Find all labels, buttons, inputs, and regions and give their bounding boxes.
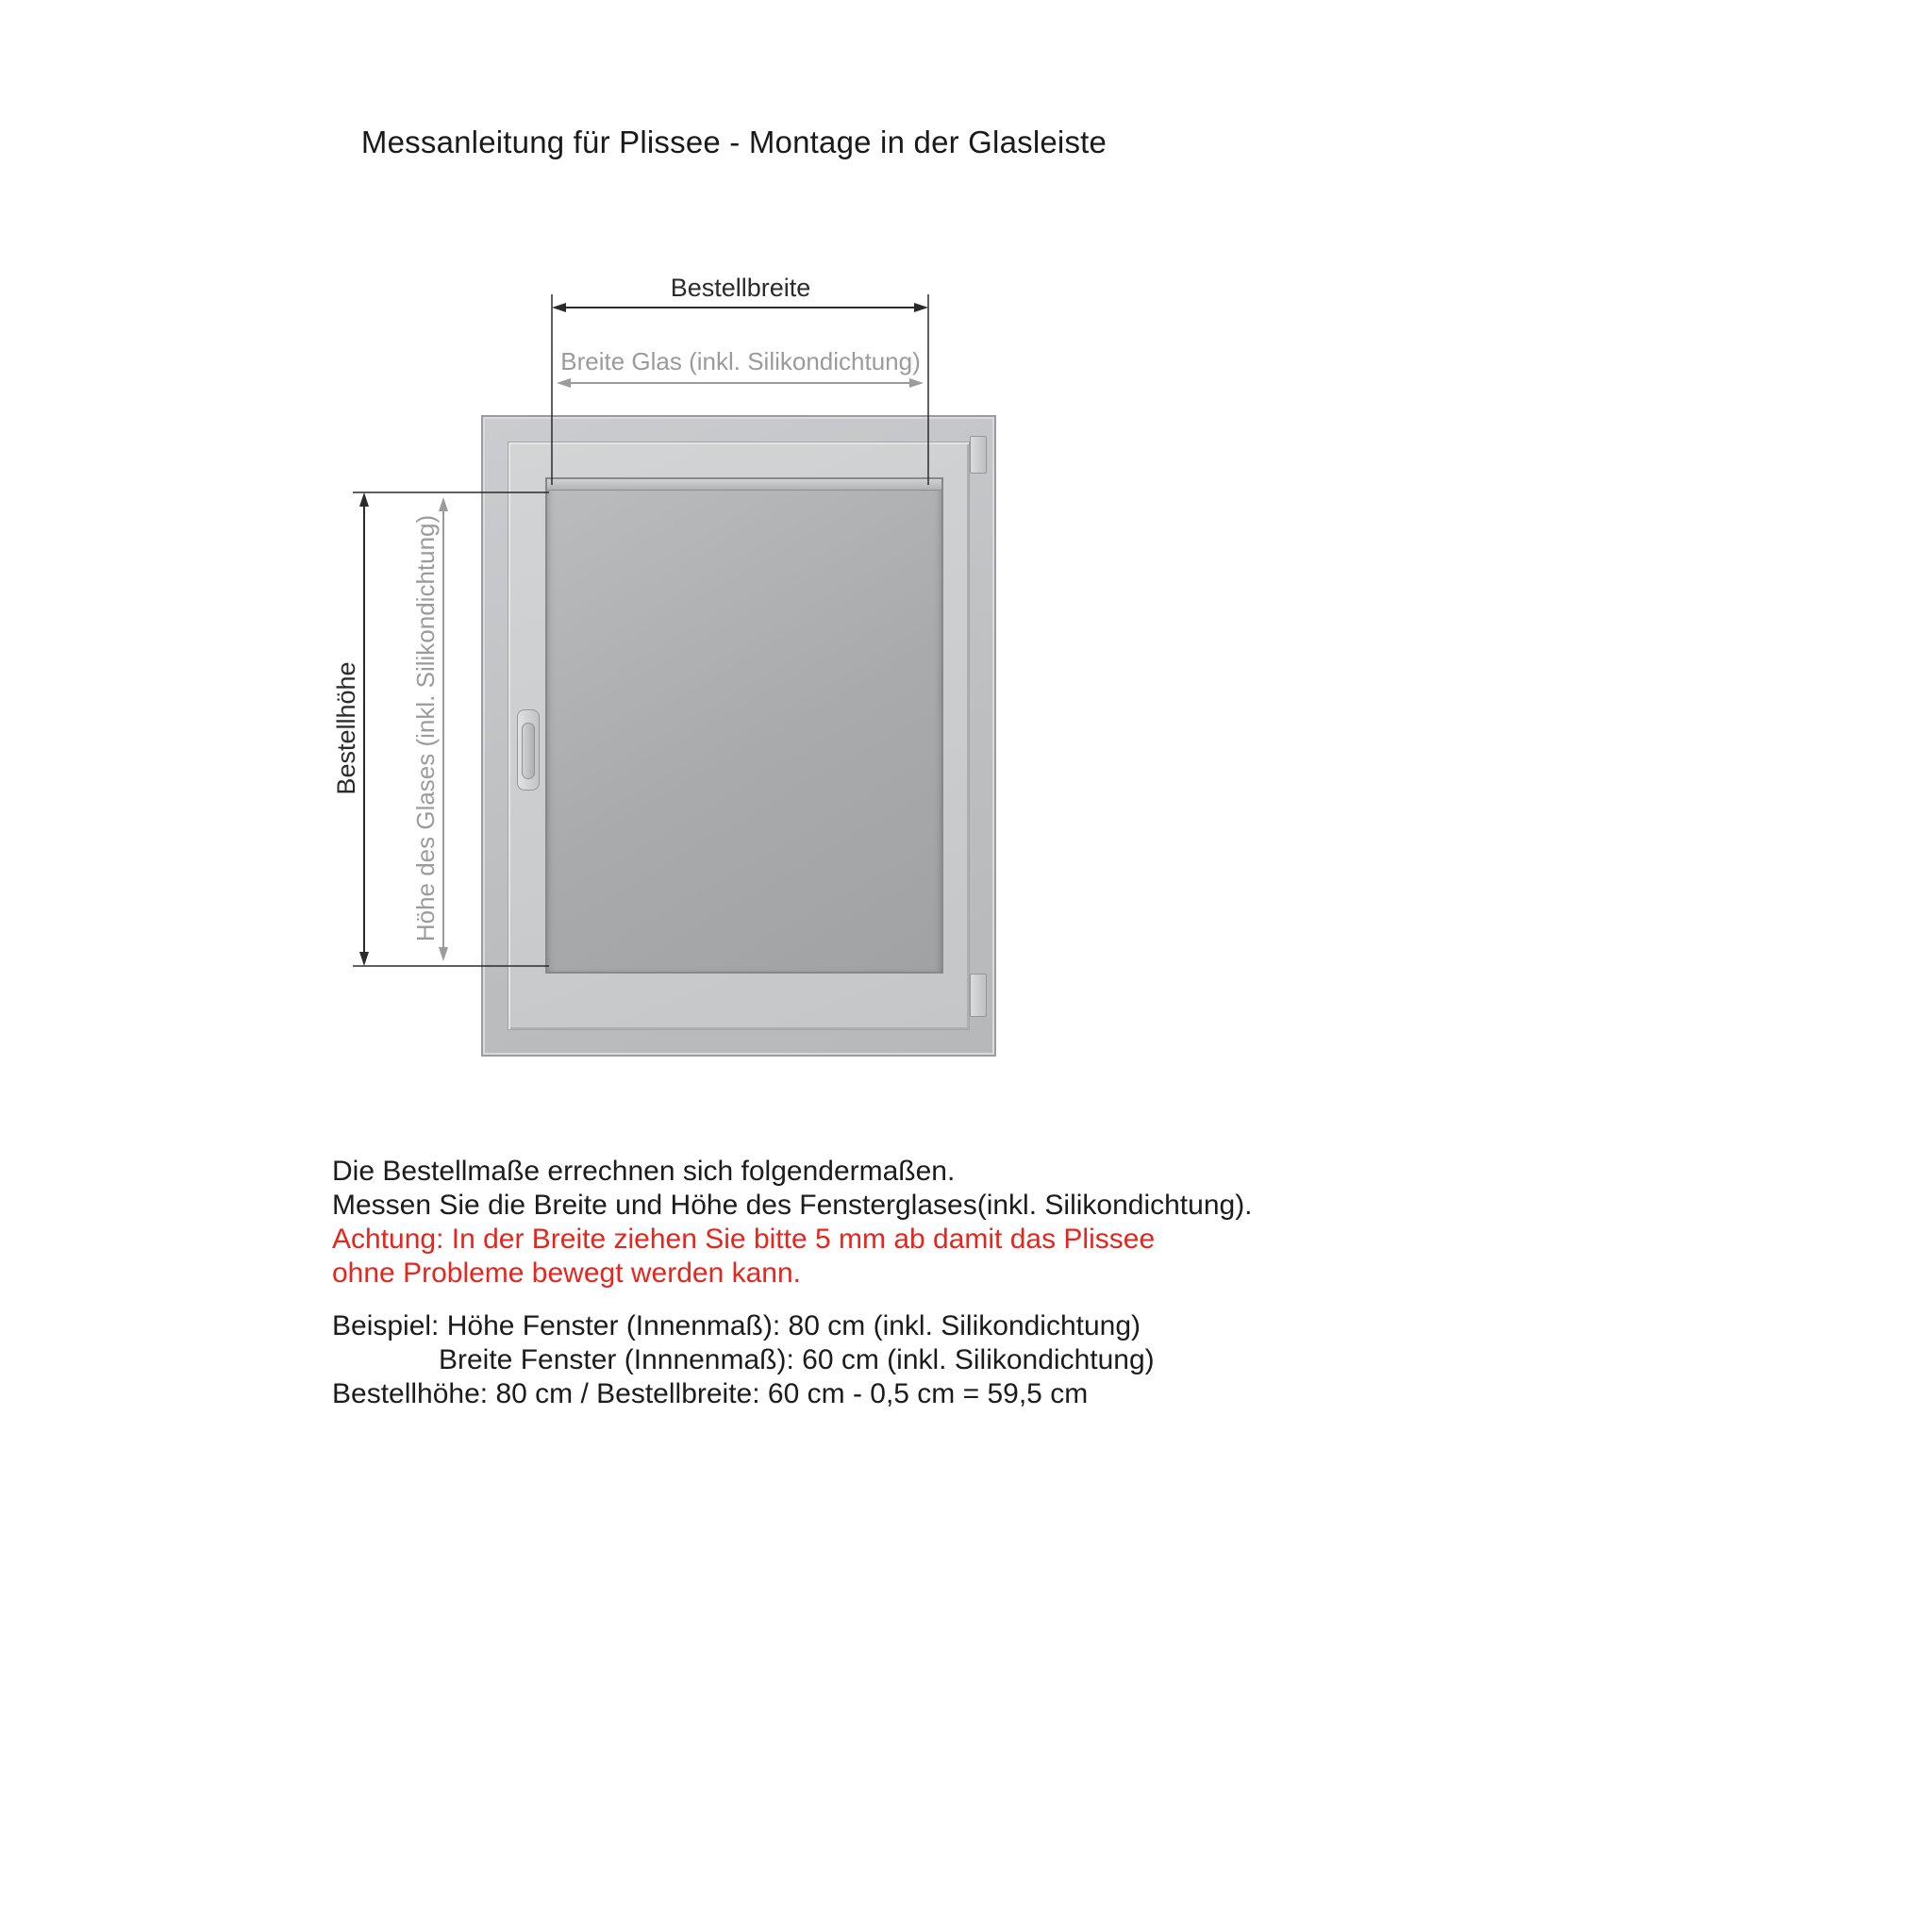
warning-line: Achtung: In der Breite ziehen Sie bitte 5 mm ab damit das Plissee xyxy=(332,1224,1156,1255)
order-height-label: Bestellhöhe xyxy=(332,661,360,795)
example-line: Bestellhöhe: 80 cm / Bestellbreite: 60 cm - 0,5 cm = 59,5 cm xyxy=(332,1378,1089,1409)
glass-height-label: Höhe des Glases (inkl. Silikondichtung) xyxy=(411,514,440,942)
order-width-arrow xyxy=(552,303,928,312)
warning-line: ohne Probleme bewegt werden kann. xyxy=(332,1257,801,1289)
glass-height-arrow xyxy=(439,497,448,961)
example-block xyxy=(332,1309,1577,1411)
instructions-block xyxy=(332,1155,1577,1411)
glass-width-arrow xyxy=(557,378,924,388)
instruction-line: Die Bestellmaße errechnen sich folgendermaßen. xyxy=(332,1156,956,1187)
example-line: Breite Fenster (Innnenmaß): 60 cm (inkl. Silikondichtung) xyxy=(439,1344,1155,1375)
glass-width-label: Breite Glas (inkl. Silikondichtung) xyxy=(560,347,921,375)
instruction-line: Messen Sie die Breite und Höhe des Fensterglases(inkl. Silikondichtung). xyxy=(332,1190,1253,1221)
order-width-label: Bestellbreite xyxy=(670,274,811,302)
example-line: Beispiel: Höhe Fenster (Innenmaß): 80 cm (inkl. Silikondichtung) xyxy=(332,1310,1141,1341)
page-title: Messanleitung für Plissee - Montage in der Glasleiste xyxy=(360,125,1108,159)
